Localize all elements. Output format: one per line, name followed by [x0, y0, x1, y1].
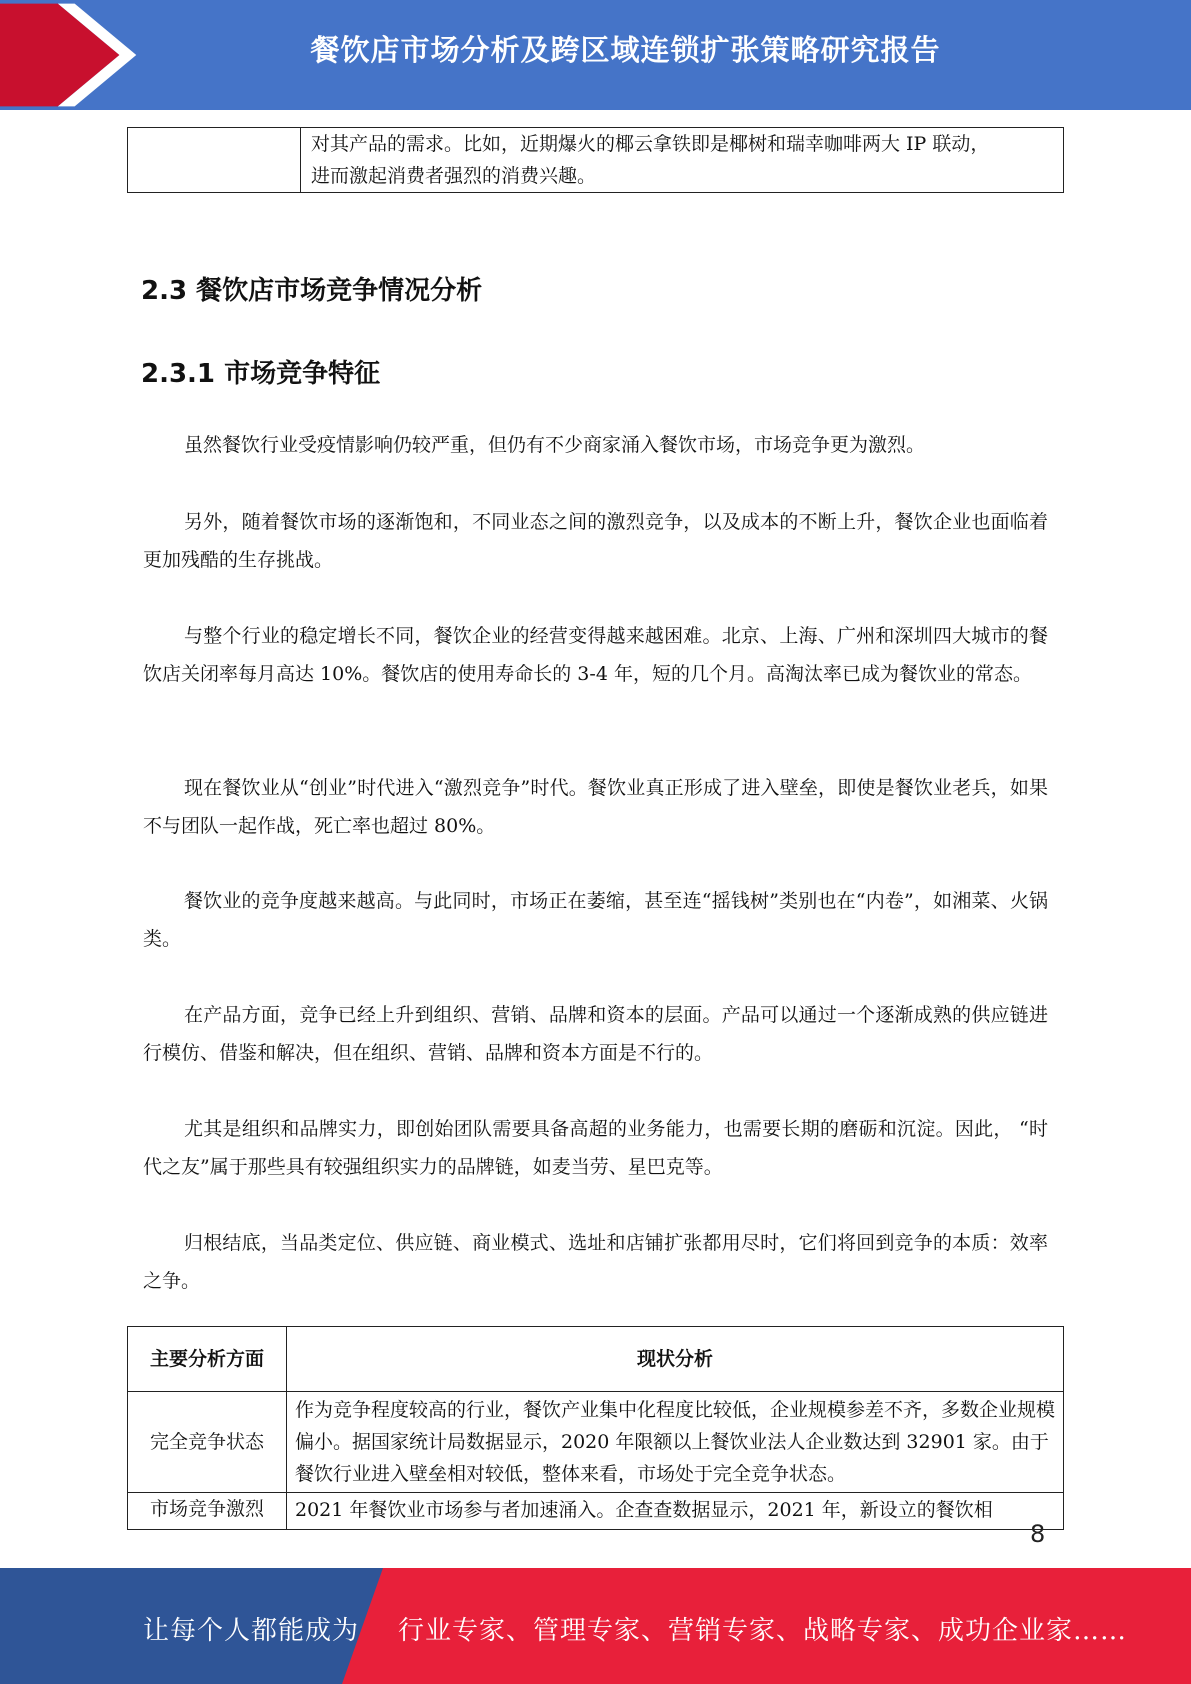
paragraph: 在产品方面，竞争已经上升到组织、营销、品牌和资本的层面。产品可以通过一个逐渐成熟的供应链进行模仿、借鉴和解决，但在组织、营销、品牌和资本方面是不行的。	[143, 1004, 1048, 1064]
table-header-row	[128, 1327, 1064, 1392]
table-row	[128, 1392, 1064, 1493]
row-aspect: 完全竞争状态	[128, 1392, 287, 1493]
paragraph: 虽然餐饮行业受疫情影响仍较严重，但仍有不少商家涌入餐饮市场，市场竞争更为激烈。	[184, 434, 926, 456]
document-title: 餐饮店市场分析及跨区域连锁扩张策略研究报告	[310, 33, 941, 67]
table-cell-empty	[128, 128, 301, 193]
column-header-aspect: 主要分析方面	[128, 1327, 287, 1392]
subsection-heading: 2.3.1 市场竞争特征	[141, 359, 381, 389]
table-row	[128, 1493, 1064, 1530]
table-text-line: 对其产品的需求。比如，近期爆火的椰云拿铁即是椰树和瑞幸咖啡两大 IP 联动，	[311, 133, 990, 155]
table-cell-text	[301, 128, 1064, 193]
paragraph: 尤其是组织和品牌实力，即创始团队需要具备高超的业务能力，也需要长期的磨砺和沉淀。因此， “时代之友”属于那些具有较强组织实力的品牌链，如麦当劳、星巴克等。	[143, 1118, 1048, 1178]
paragraph: 另外，随着餐饮市场的逐渐饱和，不同业态之间的激烈竞争，以及成本的不断上升，餐饮企业也面临着更加残酷的生存挑战。	[143, 511, 1048, 571]
row-analysis: 作为竞争程度较高的行业，餐饮产业集中化程度比较低，企业规模参差不齐，多数企业规模偏小。据国家统计局数据显示，2020 年限额以上餐饮业法人企业数达到 32901 家。由于餐饮行业进入壁垒相对较低，整体来看，市场处于完全竞争状态。	[287, 1392, 1064, 1493]
paragraph: 餐饮业的竞争度越来越高。与此同时，市场正在萎缩，甚至连“摇钱树”类别也在“内卷”，如湘菜、火锅类。	[143, 890, 1048, 950]
table-row	[128, 128, 1064, 193]
footer-slogan-right: 行业专家、管理专家、营销专家、战略专家、成功企业家……	[398, 1616, 1128, 1646]
column-header-analysis: 现状分析	[287, 1327, 1064, 1392]
page-number: 8	[1030, 1520, 1046, 1548]
paragraph: 归根结底，当品类定位、供应链、商业模式、选址和店铺扩张都用尽时，它们将回到竞争的本质：效率之争。	[143, 1232, 1048, 1292]
row-analysis: 2021 年餐饮业市场参与者加速涌入。企查查数据显示，2021 年，新设立的餐饮相	[287, 1493, 1064, 1530]
footer-slogan-left: 让每个人都能成为	[143, 1616, 360, 1646]
paragraph: 与整个行业的稳定增长不同，餐饮企业的经营变得越来越困难。北京、上海、广州和深圳四大城市的餐饮店关闭率每月高达 10%。餐饮店的使用寿命长的 3-4 年，短的几个月。高淘汰率已成为餐饮业的常态。	[143, 625, 1048, 685]
continued-table	[127, 127, 1064, 193]
table-text-line: 进而激起消费者强烈的消费兴趣。	[311, 165, 597, 187]
header-banner	[0, 0, 1191, 110]
row-aspect: 市场竞争激烈	[128, 1493, 287, 1530]
section-heading: 2.3 餐饮店市场竞争情况分析	[141, 276, 483, 306]
paragraph: 现在餐饮业从“创业”时代进入“激烈竞争”时代。餐饮业真正形成了进入壁垒，即使是餐饮业老兵，如果不与团队一起作战，死亡率也超过 80%。	[143, 777, 1048, 837]
analysis-table	[127, 1326, 1064, 1530]
